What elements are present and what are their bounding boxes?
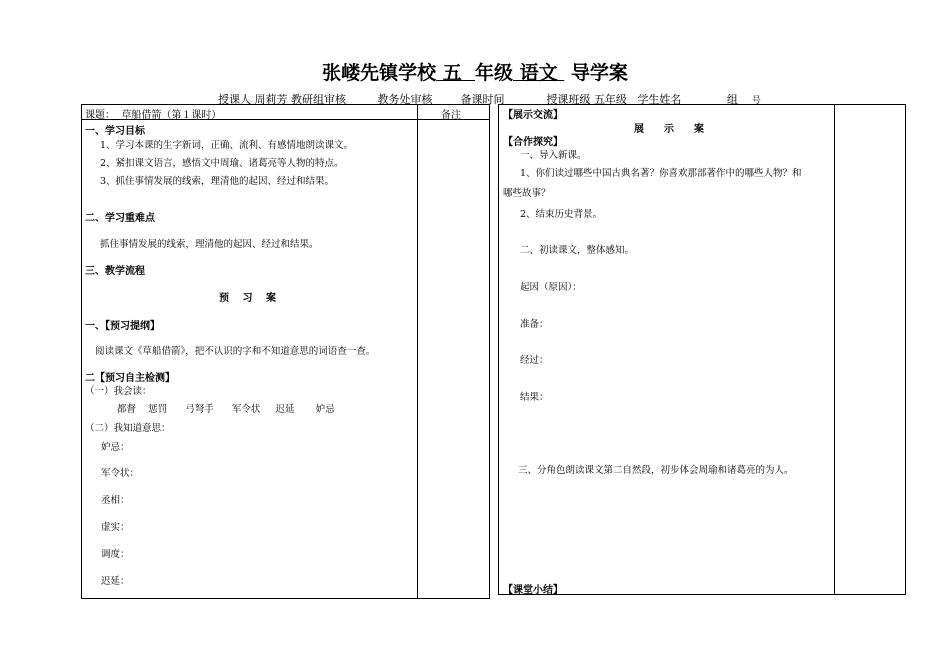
office-label: 教务处审核	[377, 93, 433, 106]
topic-row	[85, 106, 221, 121]
preview-outline-heading: 一、【预习提纲】	[85, 321, 160, 332]
class-label: 授课班级	[546, 93, 591, 106]
vocab-word: 都督	[117, 404, 137, 415]
subject-value: 语文	[519, 62, 558, 84]
meaning-item: 丞相：	[101, 495, 130, 506]
background-text: 2、结束历史背景。	[520, 209, 603, 220]
section3-heading: 三、教学流程	[85, 266, 145, 277]
self-check-heading: 二【预习自主检测】	[85, 373, 175, 384]
role-read-text: 三、分角色朗读课文第二自然段，初步体会周瑜和诸葛亮的为人。	[518, 465, 794, 476]
question-line: 哪些故事？	[503, 188, 551, 199]
result-prompt: 结果：	[520, 392, 549, 403]
prepare-prompt: 准备：	[520, 319, 549, 330]
cause-prompt: 起因（原因）：	[520, 282, 582, 293]
meaning-item: 虚实：	[101, 522, 130, 533]
meaning-item: 妒忌：	[101, 442, 130, 453]
notes-label: 备注	[441, 110, 461, 121]
goal-item: 2、紧扣课文语言，感悟文中周瑜、诸葛亮等人物的特点。	[100, 158, 344, 169]
preview-outline-text: 阅读课文《草船借箭》，把不认识的字和不知道意思的词语查一查。	[95, 346, 376, 357]
vocab-word: 军令状	[231, 404, 261, 415]
first-read-text: 二、初读课文，整体感知。	[520, 245, 635, 256]
school-name: 张嵝先镇学校	[322, 62, 437, 84]
summary-heading: 【课堂小结】	[503, 585, 563, 596]
student-label: 学生姓名	[637, 93, 682, 106]
group-label: 组	[726, 93, 738, 106]
topic-value: 草船借箭（第１课时）	[121, 110, 222, 121]
question-line: 1、你们读过哪些中国古典名著？你喜欢那部著作中的哪些人物？和	[520, 168, 802, 179]
goal-item: 3、抓住事情发展的线索，理清他的起因、经过和结果。	[100, 176, 335, 187]
meaning-item: 军令状：	[101, 468, 140, 479]
class-value: 五年级	[593, 93, 627, 106]
page-title	[0, 58, 950, 85]
vocab-word: 迟延	[275, 404, 295, 415]
title-suffix: 导学案	[570, 62, 628, 84]
preview-title: 预 习 案	[219, 293, 276, 304]
review-label: 教研组审核	[291, 93, 346, 106]
vocab-word: 弓弩手	[185, 404, 214, 415]
section1-heading: 一、学习目标	[85, 126, 145, 137]
teacher-value: 周莉芳	[254, 93, 288, 106]
cooperation-heading: 【合作探究】	[503, 137, 563, 148]
vocab-word: 惩罚	[148, 404, 168, 415]
topic-label: 课题：	[85, 110, 115, 121]
process-prompt: 经过：	[520, 355, 549, 366]
section2-heading: 二、学习重难点	[85, 213, 155, 224]
meaning-item: 调度：	[101, 549, 130, 560]
grade-value: 五	[442, 62, 462, 84]
goal-item: 1、学习本课的生字新词，正确、流利、有感情地朗读课文。	[100, 140, 354, 151]
grade-label: 年级	[474, 62, 513, 84]
time-label: 备课时间	[460, 93, 505, 106]
display-heading: 【展示交流】	[503, 110, 563, 121]
right-notes-divider	[834, 104, 835, 594]
display-title: 展 示 案	[634, 124, 704, 135]
key-points-text: 抓住事情发展的线索，理清他的起因、经过和结果。	[100, 239, 319, 250]
intro-text: 一、导入新课。	[520, 150, 587, 161]
can-read-label: （一）我会读：	[85, 386, 152, 397]
meaning-item: 迟延：	[101, 576, 130, 587]
vocab-word: 妒忌	[315, 404, 335, 415]
know-meaning-label: （二）我知道意思：	[85, 423, 171, 434]
left-notes-divider	[417, 104, 418, 598]
teacher-label: 授课人	[218, 93, 251, 106]
can-read-words	[117, 401, 335, 415]
number-label: 号	[751, 96, 761, 106]
